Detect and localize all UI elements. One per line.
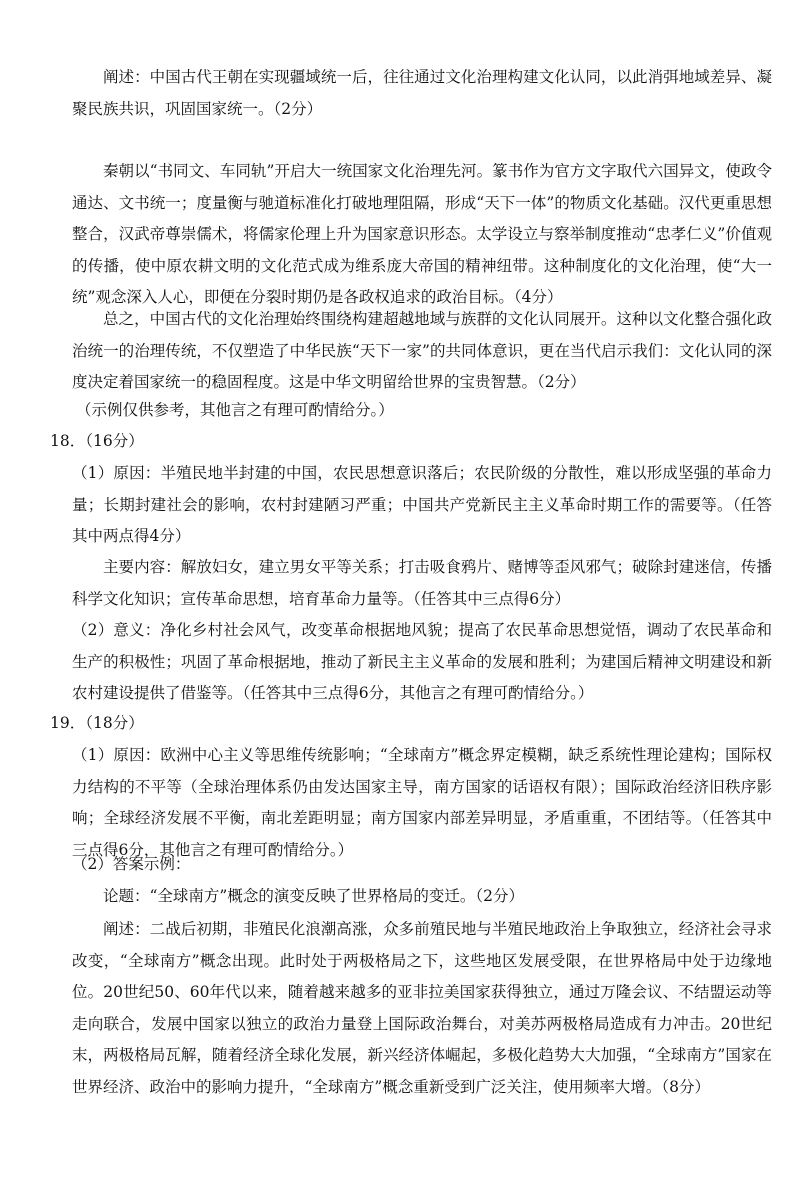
q17-scoring-note: （示例仅供参考，其他言之有理可酌情给分。） — [76, 401, 394, 419]
q19-thesis: 论题：“全球南方”概念的演变反映了世界格局的变迁。（2分） — [103, 887, 524, 905]
q18-part1-reasons: （1）原因：半殖民地半封建的中国，农民思想意识落后；农民阶级的分散性，难以形成坚强的革命力量；长期封建社会的影响，农村封建陋习严重；中国共产党新民主主义革命时期工作的需要等。（任答其中两点得4分） — [72, 464, 772, 545]
q19-part1-reasons: （1）原因：欧洲中心主义等思维传统影响；“全球南方”概念界定模糊，缺乏系统性理论建构；国际权力结构的不平等（全球治理体系仍由发达国家主导，南方国家的话语权有限）；国际政治经济旧秩序影响；全球经济发展不平衡，南北差距明显；南方国家内部差异明显，矛盾重重，不团结等。（任答其中三点得6分，其他言之有理可酌情给分。） — [72, 746, 772, 859]
q17-elaboration-body: 秦朝以“书同文、车同轨”开启大一统国家文化治理先河。篆书作为官方文字取代六国异文，使政令通达、文书统一；度量衡与驰道标准化打破地理阻隔，形成“天下一体”的物质文化基础。汉代更重思想整合，汉武帝尊崇儒术，将儒家伦理上升为国家意识形态。太学设立与察举制度推动“忠孝仁义”价值观的传播，使中原农耕文明的文化范式成为维系庞大帝国的精神纽带。这种制度化的文化治理，使“大一统”观念深入人心，即便在分裂时期仍是各政权追求的政治目标。（4分） — [72, 162, 772, 306]
q19-part2-label: （2）答案示例： — [72, 855, 191, 873]
q19-title: 19．（18分） — [50, 714, 144, 732]
q19-elaboration: 阐述：二战后初期，非殖民化浪潮高涨，众多前殖民地与半殖民地政治上争取独立，经济社会寻求改变，“全球南方”概念出现。此时处于两极格局之下，这些地区发展受限，在世界格局中处于边缘地位。20世纪50、60年代以来，随着越来越多的亚非拉美国家获得独立，通过万隆会议、不结盟运动等走向联合，发展中国家以独立的政治力量登上国际政治舞台，对美苏两极格局造成有力冲击。20世纪末，两极格局瓦解，随着经济全球化发展，新兴经济体崛起，多极化趋势大大加强，“全球南方”国家在世界经济、政治中的影响力提升，“全球南方”概念重新受到广泛关注，使用频率大增。（8分） — [72, 920, 772, 1096]
q17-conclusion: 总之，中国古代的文化治理始终围绕构建超越地域与族群的文化认同展开。这种以文化整合强化政治统一的治理传统，不仅塑造了中华民族“天下一家”的共同体意识，更在当代启示我们：文化认同的深度决定着国家统一的稳固程度。这是中华文明留给世界的宝贵智慧。（2分） — [72, 310, 772, 391]
q18-part2-significance: （2）意义：净化乡村社会风气，改变革命根据地风貌；提高了农民革命思想觉悟，调动了农民革命和生产的积极性；巩固了革命根据地，推动了新民主主义革命的发展和胜利；为建国后精神文明建设和新农村建设提供了借鉴等。（任答其中三点得6分，其他言之有理可酌情给分。） — [72, 621, 772, 702]
q18-title: 18．（16分） — [50, 432, 144, 450]
q17-elaboration-intro: 阐述：中国古代王朝在实现疆域统一后，往往通过文化治理构建文化认同，以此消弭地域差异、凝聚民族共识，巩固国家统一。（2分） — [72, 68, 772, 118]
q18-part1-content: 主要内容：解放妇女，建立男女平等关系；打击吸食鸦片、赌博等歪风邪气；破除封建迷信，传播科学文化知识；宣传革命思想，培育革命力量等。（任答其中三点得6分） — [72, 558, 772, 608]
